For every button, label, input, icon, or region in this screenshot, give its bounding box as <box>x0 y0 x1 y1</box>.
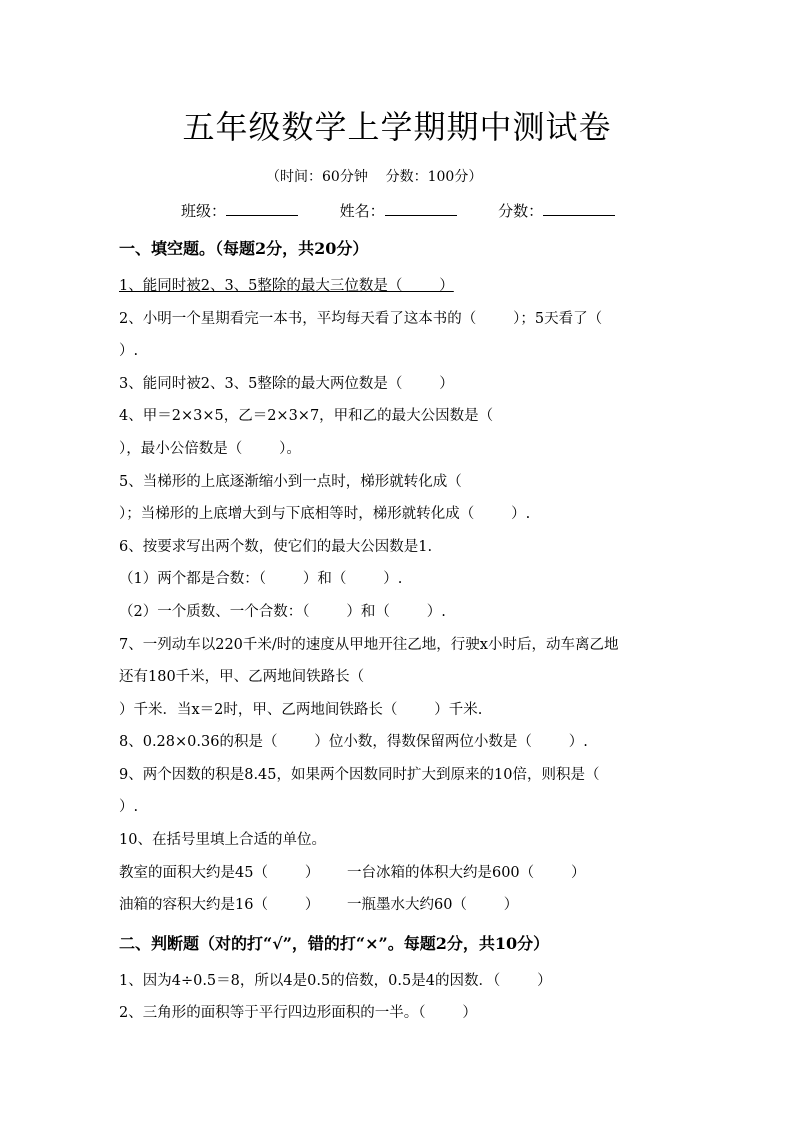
score-blank[interactable] <box>543 201 615 216</box>
question-line: 10、在括号里填上合适的单位。 <box>119 832 326 848</box>
name-blank[interactable] <box>385 201 457 216</box>
question-line: ）；当梯形的上底增大到与下底相等时，梯形就转化成（ ）. <box>119 506 531 522</box>
question-line: 教室的面积大约是45（ ） 一台冰箱的体积大约是600（ ） <box>119 865 586 881</box>
class-label: 班级： <box>181 202 227 220</box>
name-label: 姓名： <box>339 202 385 220</box>
section-heading-fill-blank: 一、填空题。（每题2分，共20分） <box>119 239 369 258</box>
question-line: 7、一列动车以220千米/时的速度从甲地开往乙地，行驶x小时后，动车离乙地 <box>119 637 619 653</box>
student-info-row <box>181 199 615 223</box>
question-line: （2）一个质数、一个合数：（ ）和（ ）. <box>119 604 446 620</box>
question-line: 4、甲＝2×3×5，乙＝2×3×7，甲和乙的最大公因数是（ <box>119 408 494 424</box>
question-line: 5、当梯形的上底逐渐缩小到一点时，梯形就转化成（ <box>119 474 462 490</box>
question-line: 6、按要求写出两个数，使它们的最大公因数是1. <box>119 539 433 555</box>
question-line: 9、两个因数的积是8.45，如果两个因数同时扩大到原来的10倍，则积是（ <box>119 767 600 783</box>
question-line: ）. <box>119 799 139 815</box>
question-line: 1、因为4÷0.5＝8，所以4是0.5的倍数，0.5是4的因数．（ ） <box>119 973 552 989</box>
section-heading-true-false: 二、判断题（对的打“√”，错的打“×”。每题2分，共10分） <box>119 934 550 953</box>
question-line: 2、小明一个星期看完一本书，平均每天看了这本书的（ ）；5天看了（ <box>119 311 603 327</box>
question-line: 还有180千米，甲、乙两地间铁路长（ <box>119 669 365 685</box>
question-line: ），最小公倍数是（ ）。 <box>119 441 301 457</box>
score-label: 分数： <box>498 202 544 220</box>
question-line: （1）两个都是合数：（ ）和（ ）. <box>119 571 403 587</box>
question-line: 油箱的容积大约是16（ ） 一瓶墨水大约60（ ） <box>119 897 519 913</box>
class-blank[interactable] <box>226 201 298 216</box>
question-line: ）. <box>119 343 139 359</box>
question-line: 8、0.28×0.36的积是（ ）位小数，得数保留两位小数是（ ）. <box>119 734 588 750</box>
question-line: ）千米．当x＝2时，甲、乙两地间铁路长（ ）千米. <box>119 702 483 718</box>
page-title: 五年级数学上学期期中测试卷 <box>182 108 612 146</box>
exam-subtitle: （时间：60分钟 分数：100分） <box>266 169 483 185</box>
question-line: 3、能同时被2、3、5整除的最大两位数是（ ） <box>119 376 454 392</box>
question-line: 2、三角形的面积等于平行四边形面积的一半。（ ） <box>119 1005 477 1021</box>
question-line: 1、能同时被2、3、5整除的最大三位数是（ ） <box>119 278 454 294</box>
